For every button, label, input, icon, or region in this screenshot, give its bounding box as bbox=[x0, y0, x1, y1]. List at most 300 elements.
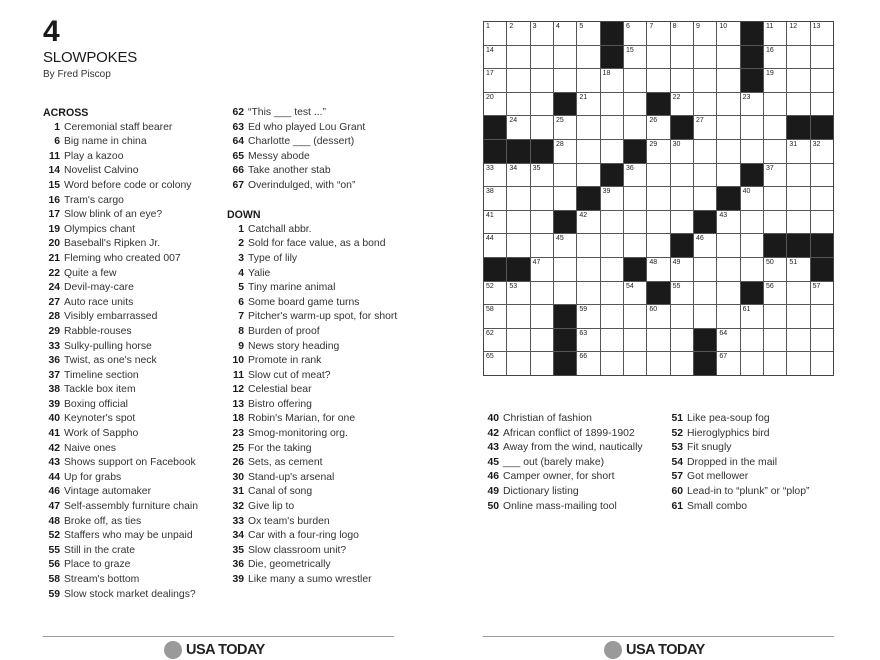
grid-cell[interactable] bbox=[624, 69, 646, 92]
grid-cell[interactable] bbox=[811, 211, 833, 234]
grid-cell[interactable] bbox=[577, 164, 599, 187]
clue-number: 42 bbox=[48, 442, 60, 454]
grid-cell[interactable] bbox=[787, 69, 809, 92]
grid-cell[interactable] bbox=[671, 282, 693, 305]
across-clue[interactable] bbox=[227, 121, 402, 136]
grid-cell[interactable] bbox=[647, 116, 669, 139]
grid-cell[interactable] bbox=[624, 22, 646, 45]
grid-cell[interactable] bbox=[811, 352, 833, 375]
grid-cell[interactable] bbox=[647, 305, 669, 328]
grid-cell[interactable] bbox=[717, 211, 739, 234]
grid-cell[interactable] bbox=[484, 234, 506, 257]
down-clue[interactable] bbox=[666, 427, 846, 442]
down-heading: DOWN bbox=[227, 209, 261, 222]
grid-cell[interactable] bbox=[577, 211, 599, 234]
grid-cell[interactable] bbox=[787, 305, 809, 328]
grid-cell[interactable] bbox=[484, 93, 506, 116]
across-clue[interactable] bbox=[43, 340, 223, 355]
grid-cell[interactable] bbox=[624, 329, 646, 352]
down-clue[interactable] bbox=[482, 427, 662, 442]
grid-cell[interactable] bbox=[554, 234, 576, 257]
down-clue[interactable] bbox=[482, 412, 662, 427]
grid-cell[interactable] bbox=[554, 164, 576, 187]
grid-cell[interactable] bbox=[647, 187, 669, 210]
clue-text: Messy abode bbox=[248, 150, 310, 162]
grid-cell[interactable] bbox=[764, 187, 786, 210]
grid-cell[interactable] bbox=[507, 164, 529, 187]
grid-cell[interactable] bbox=[601, 329, 623, 352]
across-clue[interactable] bbox=[43, 544, 223, 559]
grid-cell[interactable] bbox=[717, 305, 739, 328]
grid-cell[interactable] bbox=[577, 46, 599, 69]
grid-cell[interactable] bbox=[484, 305, 506, 328]
grid-cell[interactable] bbox=[554, 116, 576, 139]
grid-cell[interactable] bbox=[554, 258, 576, 281]
across-clue[interactable] bbox=[43, 237, 223, 252]
clue-number: 16 bbox=[48, 194, 60, 206]
grid-cell[interactable] bbox=[717, 140, 739, 163]
grid-cell[interactable] bbox=[764, 282, 786, 305]
grid-cell[interactable] bbox=[531, 22, 553, 45]
grid-cell[interactable] bbox=[741, 187, 763, 210]
across-clue[interactable] bbox=[43, 588, 223, 603]
grid-cell[interactable] bbox=[694, 93, 716, 116]
grid-cell[interactable] bbox=[811, 329, 833, 352]
grid-cell[interactable] bbox=[624, 116, 646, 139]
across-clue[interactable] bbox=[43, 281, 223, 296]
grid-cell[interactable] bbox=[507, 211, 529, 234]
grid-cell[interactable] bbox=[554, 22, 576, 45]
grid-cell[interactable] bbox=[764, 352, 786, 375]
grid-cell[interactable] bbox=[811, 282, 833, 305]
grid-cell[interactable] bbox=[694, 234, 716, 257]
grid-cell[interactable] bbox=[647, 329, 669, 352]
grid-cell[interactable] bbox=[717, 116, 739, 139]
grid-cell[interactable] bbox=[647, 69, 669, 92]
down-clue[interactable] bbox=[227, 369, 402, 384]
grid-cell[interactable] bbox=[717, 22, 739, 45]
clue-number: 66 bbox=[232, 165, 244, 177]
cell-number: 47 bbox=[532, 259, 541, 266]
across-clue[interactable] bbox=[43, 471, 223, 486]
grid-cell[interactable] bbox=[741, 234, 763, 257]
grid-cell[interactable] bbox=[787, 329, 809, 352]
down-clue[interactable] bbox=[227, 544, 402, 559]
across-clue[interactable] bbox=[43, 529, 223, 544]
grid-cell[interactable] bbox=[671, 258, 693, 281]
grid-cell[interactable] bbox=[671, 187, 693, 210]
black-square bbox=[694, 211, 716, 234]
grid-cell[interactable] bbox=[531, 187, 553, 210]
grid-cell[interactable] bbox=[764, 164, 786, 187]
down-clue[interactable] bbox=[482, 485, 662, 500]
down-clue[interactable] bbox=[227, 485, 402, 500]
across-clue[interactable] bbox=[43, 121, 223, 136]
across-clue[interactable] bbox=[43, 296, 223, 311]
down-clue[interactable] bbox=[482, 456, 662, 471]
down-clue[interactable] bbox=[227, 383, 402, 398]
down-clue[interactable] bbox=[482, 500, 662, 515]
grid-cell[interactable] bbox=[601, 305, 623, 328]
grid-cell[interactable] bbox=[601, 258, 623, 281]
grid-cell[interactable] bbox=[554, 69, 576, 92]
grid-cell[interactable] bbox=[717, 352, 739, 375]
across-clue[interactable] bbox=[43, 383, 223, 398]
grid-cell[interactable] bbox=[671, 46, 693, 69]
across-clue[interactable] bbox=[43, 150, 223, 165]
down-clue[interactable] bbox=[227, 267, 402, 282]
grid-cell[interactable] bbox=[624, 282, 646, 305]
across-clue[interactable] bbox=[43, 164, 223, 179]
across-clue[interactable] bbox=[43, 223, 223, 238]
grid-cell[interactable] bbox=[671, 140, 693, 163]
clue-text: Quite a few bbox=[64, 267, 117, 279]
clue-text: Like many a sumo wrestler bbox=[248, 574, 372, 585]
across-clue[interactable] bbox=[43, 412, 223, 427]
grid-cell[interactable] bbox=[764, 329, 786, 352]
grid-cell[interactable] bbox=[647, 46, 669, 69]
black-square bbox=[507, 140, 529, 163]
grid-cell[interactable] bbox=[787, 211, 809, 234]
clue-number: 31 bbox=[232, 486, 244, 498]
grid-cell[interactable] bbox=[624, 211, 646, 234]
across-clue[interactable] bbox=[43, 179, 223, 194]
grid-cell[interactable] bbox=[531, 352, 553, 375]
grid-cell[interactable] bbox=[741, 140, 763, 163]
down-clue[interactable] bbox=[227, 237, 402, 252]
grid-cell[interactable] bbox=[577, 93, 599, 116]
across-clue[interactable] bbox=[43, 325, 223, 340]
grid-cell[interactable] bbox=[694, 258, 716, 281]
grid-cell[interactable] bbox=[671, 93, 693, 116]
down-clue[interactable] bbox=[666, 500, 846, 515]
down-clue[interactable] bbox=[227, 223, 402, 238]
grid-cell[interactable] bbox=[484, 22, 506, 45]
grid-cell[interactable] bbox=[694, 22, 716, 45]
cell-number: 2 bbox=[509, 23, 514, 30]
down-clue[interactable] bbox=[227, 398, 402, 413]
grid-cell[interactable] bbox=[531, 329, 553, 352]
grid-cell[interactable] bbox=[647, 140, 669, 163]
grid-cell[interactable] bbox=[741, 93, 763, 116]
clue-text: Celestial bear bbox=[248, 384, 312, 396]
black-square bbox=[741, 69, 763, 92]
across-clue[interactable] bbox=[227, 106, 402, 121]
grid-cell[interactable] bbox=[811, 69, 833, 92]
grid-cell[interactable] bbox=[694, 187, 716, 210]
across-clue[interactable] bbox=[43, 252, 223, 267]
grid-cell[interactable] bbox=[787, 46, 809, 69]
grid-cell[interactable] bbox=[507, 116, 529, 139]
grid-cell[interactable] bbox=[577, 69, 599, 92]
grid-cell[interactable] bbox=[647, 164, 669, 187]
across-clue[interactable] bbox=[43, 456, 223, 471]
grid-cell[interactable] bbox=[694, 46, 716, 69]
grid-cell[interactable] bbox=[507, 282, 529, 305]
cell-number: 45 bbox=[556, 235, 564, 243]
grid-cell[interactable] bbox=[717, 93, 739, 116]
grid-cell[interactable] bbox=[531, 234, 553, 257]
black-square bbox=[811, 258, 833, 281]
grid-cell[interactable] bbox=[624, 234, 646, 257]
down-clue[interactable] bbox=[227, 281, 402, 296]
grid-cell[interactable] bbox=[507, 329, 529, 352]
across-clue[interactable] bbox=[43, 310, 223, 325]
across-clue[interactable] bbox=[43, 427, 223, 442]
grid-cell[interactable] bbox=[811, 93, 833, 116]
grid-cell[interactable] bbox=[624, 352, 646, 375]
grid-cell[interactable] bbox=[647, 211, 669, 234]
grid-cell[interactable] bbox=[764, 305, 786, 328]
across-clue[interactable] bbox=[43, 135, 223, 150]
grid-cell[interactable] bbox=[811, 305, 833, 328]
grid-cell[interactable] bbox=[671, 69, 693, 92]
grid-cell[interactable] bbox=[694, 69, 716, 92]
grid-cell[interactable] bbox=[507, 305, 529, 328]
down-clue[interactable] bbox=[227, 471, 402, 486]
grid-cell[interactable] bbox=[577, 258, 599, 281]
grid-cell[interactable] bbox=[507, 93, 529, 116]
grid-cell[interactable] bbox=[554, 140, 576, 163]
grid-cell[interactable] bbox=[764, 22, 786, 45]
grid-cell[interactable] bbox=[811, 164, 833, 187]
down-clue[interactable] bbox=[227, 325, 402, 340]
grid-cell[interactable] bbox=[787, 93, 809, 116]
grid-cell[interactable] bbox=[601, 187, 623, 210]
grid-cell[interactable] bbox=[484, 211, 506, 234]
down-clue[interactable] bbox=[227, 427, 402, 442]
black-square bbox=[764, 234, 786, 257]
grid-cell[interactable] bbox=[764, 116, 786, 139]
down-clue[interactable] bbox=[227, 354, 402, 369]
grid-cell[interactable] bbox=[601, 352, 623, 375]
down-clue[interactable] bbox=[666, 456, 846, 471]
down-clue[interactable] bbox=[227, 515, 402, 530]
down-clue[interactable] bbox=[227, 529, 402, 544]
grid-cell[interactable] bbox=[601, 116, 623, 139]
down-clue[interactable] bbox=[227, 412, 402, 427]
grid-cell[interactable] bbox=[647, 22, 669, 45]
clue-number: 10 bbox=[232, 355, 244, 367]
clue-text: Olympics chant bbox=[64, 223, 136, 235]
down-clue[interactable] bbox=[666, 441, 846, 456]
cell-number: 21 bbox=[579, 93, 588, 101]
grid-cell[interactable] bbox=[811, 46, 833, 69]
clue-text: Work of Sappho bbox=[64, 428, 139, 440]
grid-cell[interactable] bbox=[787, 140, 809, 163]
down-clue[interactable] bbox=[227, 340, 402, 355]
black-square bbox=[811, 116, 833, 139]
down-clue[interactable] bbox=[227, 456, 402, 471]
grid-cell[interactable] bbox=[601, 211, 623, 234]
clue-number: 46 bbox=[48, 486, 60, 498]
grid-cell[interactable] bbox=[531, 116, 553, 139]
grid-cell[interactable] bbox=[577, 140, 599, 163]
grid-cell[interactable] bbox=[484, 329, 506, 352]
grid-cell[interactable] bbox=[787, 187, 809, 210]
grid-cell[interactable] bbox=[717, 258, 739, 281]
grid-cell[interactable] bbox=[671, 211, 693, 234]
grid-cell[interactable] bbox=[484, 69, 506, 92]
across-clue[interactable] bbox=[43, 442, 223, 457]
clue-number: 17 bbox=[48, 209, 60, 221]
clue-number: 6 bbox=[54, 136, 60, 148]
clue-text: Take another stab bbox=[248, 165, 331, 177]
grid-cell[interactable] bbox=[764, 258, 786, 281]
across-clue[interactable] bbox=[43, 573, 223, 588]
grid-cell[interactable] bbox=[671, 352, 693, 375]
down-clue[interactable] bbox=[227, 296, 402, 311]
across-clue[interactable] bbox=[227, 164, 402, 179]
clue-text: Novelist Calvino bbox=[64, 165, 139, 177]
down-clue[interactable] bbox=[666, 485, 846, 500]
across-clue[interactable] bbox=[43, 515, 223, 530]
grid-cell[interactable] bbox=[531, 164, 553, 187]
grid-cell[interactable] bbox=[624, 305, 646, 328]
down-clue[interactable] bbox=[227, 252, 402, 267]
grid-cell[interactable] bbox=[811, 187, 833, 210]
down-clue[interactable] bbox=[666, 470, 846, 485]
down-clue[interactable] bbox=[482, 470, 662, 485]
down-clue[interactable] bbox=[227, 442, 402, 457]
grid-cell[interactable] bbox=[787, 282, 809, 305]
clue-text: Self-assembly furniture chain bbox=[64, 501, 198, 513]
grid-cell[interactable] bbox=[507, 234, 529, 257]
down-clue[interactable] bbox=[227, 573, 402, 588]
grid-cell[interactable] bbox=[624, 164, 646, 187]
grid-cell[interactable] bbox=[741, 116, 763, 139]
grid-cell[interactable] bbox=[531, 211, 553, 234]
cell-number: 6 bbox=[626, 23, 630, 30]
grid-cell[interactable] bbox=[601, 93, 623, 116]
grid-cell[interactable] bbox=[554, 282, 576, 305]
grid-cell[interactable] bbox=[577, 329, 599, 352]
grid-cell[interactable] bbox=[694, 305, 716, 328]
across-clue[interactable] bbox=[227, 179, 402, 194]
grid-cell[interactable] bbox=[577, 305, 599, 328]
across-clue[interactable] bbox=[43, 208, 223, 223]
grid-cell[interactable] bbox=[554, 187, 576, 210]
grid-cell[interactable] bbox=[717, 234, 739, 257]
grid-cell[interactable] bbox=[484, 46, 506, 69]
grid-cell[interactable] bbox=[671, 329, 693, 352]
grid-cell[interactable] bbox=[577, 116, 599, 139]
across-clue[interactable] bbox=[43, 267, 223, 282]
grid-cell[interactable] bbox=[484, 282, 506, 305]
grid-cell[interactable] bbox=[717, 69, 739, 92]
grid-cell[interactable] bbox=[741, 352, 763, 375]
grid-cell[interactable] bbox=[671, 22, 693, 45]
grid-cell[interactable] bbox=[717, 46, 739, 69]
down-clue[interactable] bbox=[666, 412, 846, 427]
grid-cell[interactable] bbox=[624, 187, 646, 210]
grid-cell[interactable] bbox=[787, 258, 809, 281]
grid-cell[interactable] bbox=[507, 22, 529, 45]
grid-cell[interactable] bbox=[671, 305, 693, 328]
grid-cell[interactable] bbox=[741, 211, 763, 234]
grid-cell[interactable] bbox=[484, 352, 506, 375]
grid-cell[interactable] bbox=[694, 282, 716, 305]
grid-cell[interactable] bbox=[554, 46, 576, 69]
grid-cell[interactable] bbox=[531, 258, 553, 281]
down-clue[interactable] bbox=[227, 558, 402, 573]
across-clue[interactable] bbox=[43, 500, 223, 515]
grid-cell[interactable] bbox=[531, 305, 553, 328]
across-clue[interactable] bbox=[227, 150, 402, 165]
grid-cell[interactable] bbox=[764, 211, 786, 234]
across-clue[interactable] bbox=[43, 354, 223, 369]
grid-cell[interactable] bbox=[507, 69, 529, 92]
grid-cell[interactable] bbox=[577, 282, 599, 305]
grid-cell[interactable] bbox=[601, 282, 623, 305]
grid-cell[interactable] bbox=[647, 234, 669, 257]
clue-text: Catchall abbr. bbox=[248, 223, 312, 235]
grid-cell[interactable] bbox=[694, 140, 716, 163]
across-clue[interactable] bbox=[43, 558, 223, 573]
grid-cell[interactable] bbox=[694, 116, 716, 139]
grid-cell[interactable] bbox=[764, 46, 786, 69]
grid-cell[interactable] bbox=[507, 187, 529, 210]
across-clue[interactable] bbox=[43, 194, 223, 209]
grid-cell[interactable] bbox=[764, 69, 786, 92]
grid-cell[interactable] bbox=[741, 258, 763, 281]
grid-cell[interactable] bbox=[624, 93, 646, 116]
grid-cell[interactable] bbox=[717, 164, 739, 187]
grid-cell[interactable] bbox=[787, 22, 809, 45]
grid-cell[interactable] bbox=[741, 329, 763, 352]
grid-cell[interactable] bbox=[624, 46, 646, 69]
grid-cell[interactable] bbox=[671, 164, 693, 187]
grid-cell[interactable] bbox=[647, 352, 669, 375]
grid-cell[interactable] bbox=[577, 234, 599, 257]
grid-cell[interactable] bbox=[717, 329, 739, 352]
grid-cell[interactable] bbox=[507, 46, 529, 69]
grid-cell[interactable] bbox=[811, 22, 833, 45]
down-clue[interactable] bbox=[227, 500, 402, 515]
grid-cell[interactable] bbox=[601, 140, 623, 163]
down-clue[interactable] bbox=[227, 310, 402, 325]
black-square bbox=[741, 46, 763, 69]
across-clue[interactable] bbox=[43, 398, 223, 413]
down-clue[interactable] bbox=[482, 441, 662, 456]
grid-cell[interactable] bbox=[484, 164, 506, 187]
grid-cell[interactable] bbox=[811, 140, 833, 163]
grid-cell[interactable] bbox=[694, 164, 716, 187]
grid-cell[interactable] bbox=[507, 352, 529, 375]
grid-cell[interactable] bbox=[531, 282, 553, 305]
grid-cell[interactable] bbox=[531, 46, 553, 69]
grid-cell[interactable] bbox=[741, 305, 763, 328]
grid-cell[interactable] bbox=[764, 140, 786, 163]
grid-cell[interactable] bbox=[764, 93, 786, 116]
grid-cell[interactable] bbox=[601, 69, 623, 92]
grid-cell[interactable] bbox=[647, 258, 669, 281]
grid-cell[interactable] bbox=[787, 164, 809, 187]
grid-cell[interactable] bbox=[531, 93, 553, 116]
grid-cell[interactable] bbox=[531, 69, 553, 92]
cell-number: 29 bbox=[649, 141, 658, 148]
across-clue[interactable] bbox=[43, 485, 223, 500]
across-clue[interactable] bbox=[227, 135, 402, 150]
grid-cell[interactable] bbox=[577, 22, 599, 45]
grid-cell[interactable] bbox=[577, 352, 599, 375]
usa-today-dot-icon bbox=[164, 641, 182, 659]
across-clue[interactable] bbox=[43, 369, 223, 384]
grid-cell[interactable] bbox=[787, 352, 809, 375]
grid-cell[interactable] bbox=[484, 187, 506, 210]
grid-cell[interactable] bbox=[601, 234, 623, 257]
grid-cell[interactable] bbox=[717, 282, 739, 305]
